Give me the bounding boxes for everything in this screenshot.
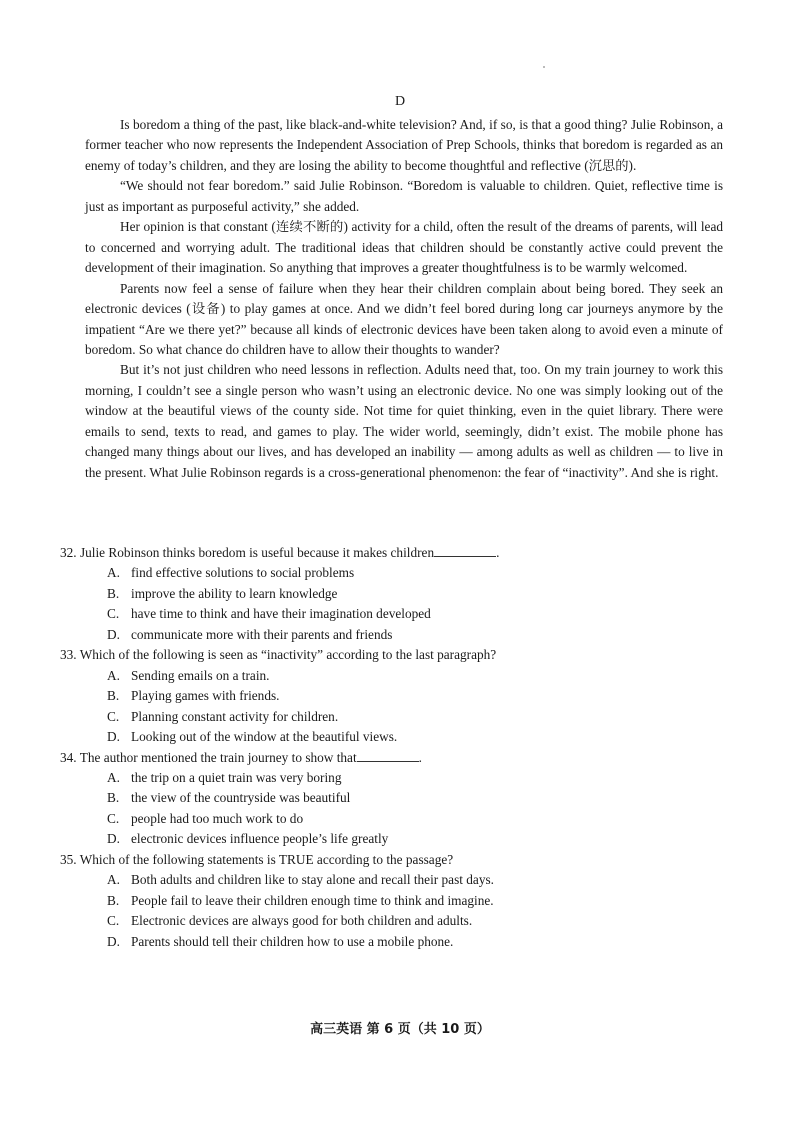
option-text: the view of the countryside was beautiful (131, 790, 351, 806)
option-letter: C. (107, 708, 120, 724)
scan-speck (543, 66, 545, 68)
stem-text: 32. Julie Robinson thinks boredom is useful because it makes children (60, 545, 435, 560)
answer-option (60, 768, 730, 788)
option-text: Looking out of the window at the beautiful views. (131, 729, 398, 745)
option-letter: C. (107, 606, 120, 622)
option-letter: A. (107, 565, 120, 581)
option-text: the trip on a quiet train was very boring (131, 769, 342, 785)
option-text: Planning constant activity for children. (131, 708, 339, 724)
option-letter: D. (107, 933, 120, 949)
option-letter: B. (107, 892, 120, 908)
stem-text: 34. The author mentioned the train journey to show that (60, 749, 357, 765)
answer-option (60, 625, 730, 645)
answer-option (60, 870, 730, 890)
paragraph: Is boredom a thing of the past, like black-and-white television? And, if so, is that a good thing? Julie Robinson, a former teacher who now represents the Independent Association of Prep Schools, thinks that boredom is regarded as an enemy of today’s children, and they are losing the ability to become thoughtful and reflective (沉思的). (85, 117, 723, 173)
answer-option (60, 604, 730, 624)
answer-option (60, 666, 730, 686)
questions (60, 543, 730, 952)
answer-option (60, 727, 730, 747)
stem-tail: . (496, 545, 500, 560)
option-letter: D. (107, 831, 120, 847)
question-stem (60, 748, 730, 768)
answer-option (60, 891, 730, 911)
question-stem (60, 543, 730, 563)
option-text: people had too much work to do (131, 810, 304, 826)
paragraph: “We should not fear boredom.” said Julie Robinson. “Boredom is valuable to children. Quiet, reflective time is just as important as purposeful activity,” she added. (85, 178, 723, 214)
stem-text: 35. Which of the following statements is TRUE according to the passage? (60, 851, 454, 867)
option-letter: A. (107, 769, 120, 785)
answer-blank (434, 545, 496, 557)
option-text: Parents should tell their children how to use a mobile phone. (131, 933, 454, 949)
section-title: D (394, 94, 406, 109)
option-text: improve the ability to learn knowledge (131, 585, 338, 601)
option-text: electronic devices influence people’s life greatly (131, 831, 389, 847)
question-stem (60, 645, 730, 665)
paragraph: Parents now feel a sense of failure when they hear their children complain about being bored. They seek an electronic devices (设备) to play games at once. And we didn’t feel bored during long car journeys anymore by the impatient “Are we there yet?” because all kinds of electronic devices have been taken along to avoid even a minute of boredom. So what chance do children have to allow their thoughts to wander? (85, 280, 723, 357)
answer-option (60, 686, 730, 706)
answer-option (60, 788, 730, 808)
answer-option (60, 829, 730, 849)
option-letter: D. (107, 729, 120, 745)
stem-tail: . (418, 749, 422, 765)
option-letter: C. (107, 810, 120, 826)
answer-option (60, 563, 730, 583)
option-letter: B. (107, 790, 120, 806)
option-text: communicate more with their parents and friends (131, 626, 393, 642)
option-text: have time to think and have their imagination developed (131, 606, 431, 622)
option-letter: A. (107, 667, 120, 683)
option-text: find effective solutions to social problems (131, 565, 355, 581)
paragraph: But it’s not just children who need lessons in reflection. Adults need that, too. On my train journey to work this morning, I couldn’t see a single person who wasn’t using an electronic device. No one was simply looking out of the window at the beautiful views of the county side. Not time for quiet thinking, even in the quiet library. There were emails to send, texts to read, and games to play. The wider world, seemingly, didn’t exist. The mobile phone has changed many things about our lives, and has developed an inability — among adults as well as children — to live in the present. What Julie Robinson regards is a cross-generational phenomenon: the fear of “inactivity”. And she is right. (85, 362, 723, 480)
answer-blank (357, 750, 419, 762)
answer-option (60, 932, 730, 952)
question-stem (60, 850, 730, 870)
option-letter: A. (107, 872, 120, 888)
option-letter: C. (107, 913, 120, 929)
option-text: People fail to leave their children enough time to think and imagine. (131, 892, 494, 908)
answer-option (60, 911, 730, 931)
option-text: Sending emails on a train. (131, 667, 270, 683)
option-text: Both adults and children like to stay alone and recall their past days. (131, 872, 494, 888)
option-letter: D. (107, 626, 120, 642)
page-footer: 高三英语 第 6 页（共 10 页） (310, 1022, 490, 1037)
answer-option (60, 809, 730, 829)
option-text: Playing games with friends. (131, 688, 280, 704)
option-letter: B. (107, 688, 120, 704)
option-text: Electronic devices are always good for both children and adults. (131, 913, 473, 929)
stem-text: 33. Which of the following is seen as “inactivity” according to the last paragraph? (60, 647, 497, 663)
answer-option (60, 584, 730, 604)
reading-passage (85, 115, 723, 483)
answer-option (60, 707, 730, 727)
option-letter: B. (107, 585, 120, 601)
paragraph: Her opinion is that constant (连续不断的) activity for a child, often the result of the dreams of parents, will lead to concerned and worrying adult. The traditional ideas that children should be constantly active could prevent the development of their imagination. So anything that improves a greater thoughtfulness is to be warmly welcomed. (85, 219, 723, 276)
